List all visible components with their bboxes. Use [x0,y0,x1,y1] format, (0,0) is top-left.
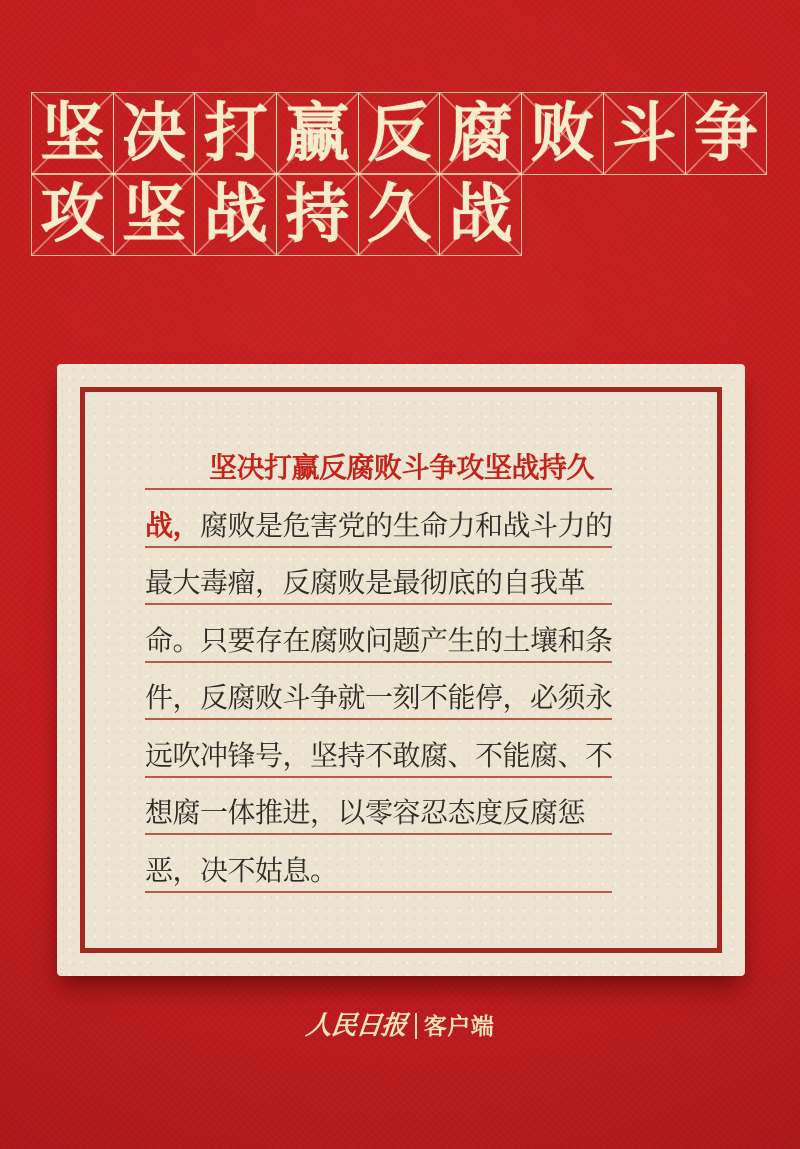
body-text: 远吹冲锋号，坚持不敢腐、不能腐、不 [145,739,613,771]
card-text-block [145,433,612,893]
calligraphy-char: 坚 [122,179,187,250]
card-text-line [145,490,612,548]
calligraphy-grid-cell [439,173,522,256]
calligraphy-grid-cell [194,173,277,256]
peoples-daily-script-logo: 人民日报 [304,1011,408,1041]
calligraphy-grid-cell [194,92,277,175]
calligraphy-grid-cell [603,92,686,175]
calligraphy-char: 反 [367,98,432,169]
calligraphy-char: 战 [203,179,268,250]
calligraphy-char: 战 [448,179,513,250]
calligraphy-char: 赢 [285,98,350,169]
calligraphy-char: 腐 [448,98,513,169]
body-text: 最大毒瘤，反腐败是最彻底的自我革 [145,567,586,598]
calligraphy-char: 打 [203,98,268,169]
calligraphy-grid-cell [276,173,359,256]
calligraphy-grid-cell [31,173,114,256]
body-text: 腐败是危害党的生命力和战斗力的 [200,509,613,541]
banner-grid-row-1 [31,92,767,175]
quote-card [57,364,745,976]
card-text-line [145,663,612,721]
calligraphy-grid-cell [521,92,604,175]
calligraphy-grid-cell [439,92,522,175]
card-text-line [145,778,612,836]
calligraphy-grid-cell [685,92,768,175]
calligraphy-grid-cell [358,92,441,175]
emphasis-red-text: 战， [145,509,201,541]
calligraphy-char: 争 [693,98,758,169]
calligraphy-char: 斗 [612,98,677,169]
calligraphy-char: 败 [530,98,595,169]
body-text: 命。只要存在腐败问题产生的土壤和条 [145,624,613,656]
calligraphy-grid-cell [113,173,196,256]
calligraphy-char: 久 [367,179,432,250]
card-text-line [145,605,612,663]
body-text: 件，反腐败斗争就一刻不能停，必须永 [145,682,613,713]
calligraphy-grid-cell [113,92,196,175]
calligraphy-grid-cell [358,173,441,256]
body-text: 恶，决不姑息。 [145,854,338,886]
calligraphy-grid-cell [31,92,114,175]
emphasis-red-text: 坚决打赢反腐败斗争攻坚战持久 [209,452,595,483]
footer-logo [0,1006,800,1046]
calligraphy-char: 决 [122,98,187,169]
calligraphy-char: 持 [285,179,350,250]
banner-grid-row-2 [31,174,522,256]
calligraphy-char: 攻 [40,179,105,250]
logo-divider [415,1013,417,1039]
logo-client-label: 客户端 [423,1012,495,1039]
card-title-line [145,433,612,491]
calligraphy-grid-cell [276,92,359,175]
card-text-line [145,720,612,778]
card-text-line [145,548,612,606]
card-text-line [145,835,612,893]
body-text: 想腐一体推进，以零容忍态度反腐惩 [145,797,586,828]
calligraphy-char: 坚 [40,98,105,169]
